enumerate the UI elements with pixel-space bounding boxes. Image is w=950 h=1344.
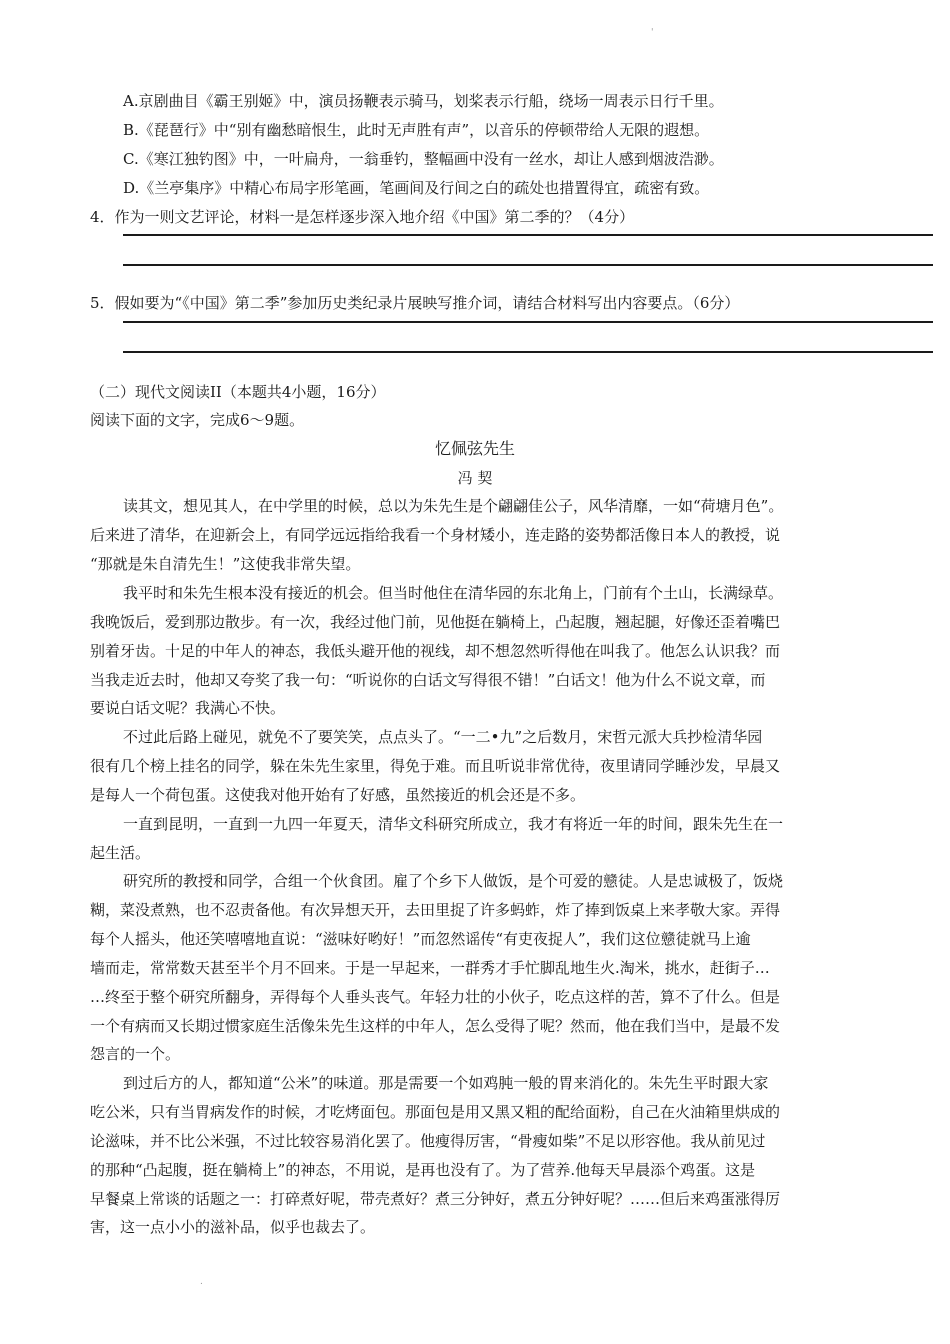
body-line: 读其文，想见其人，在中学里的时候，总以为朱先生是个翩翩佳公子，风华清靡，一如“荷塘月色”。 bbox=[123, 497, 784, 515]
option-d: D.《兰亭集序》中精心布局字形笔画，笔画间及行间之白的疏处也措置得宜，疏密有致。 bbox=[123, 179, 710, 197]
instruction: 阅读下面的文字，完成6～9题。 bbox=[90, 411, 305, 429]
body-line: 当我走近去时，他却又夸奖了我一句：“听说你的白话文写得很不错！”白话文！他为什么不说文章，而 bbox=[90, 671, 766, 689]
body-line: 后来进了清华，在迎新会上，有同学远远指给我看一个身材矮小，连走路的姿势都活像日本人的教授，说 bbox=[90, 526, 781, 544]
body-line: 起生活。 bbox=[90, 844, 151, 862]
body-line: 研究所的教授和同学，合组一个伙食团。雇了个乡下人做饭，是个可爱的戆徒。人是忠诚极了，饭烧 bbox=[123, 872, 784, 890]
body-line: 我平时和朱先生根本没有接近的机会。但当时他住在清华园的东北角上，门前有个土山，长满绿草。 bbox=[123, 584, 784, 602]
body-line: 怨言的一个。 bbox=[90, 1045, 181, 1063]
body-line: 墙而走，常常数天甚至半个月不回来。于是一早起来，一群秀才手忙脚乱地生火.淘米，挑水，赶街子… bbox=[90, 959, 770, 977]
article-author: 冯 契 bbox=[457, 469, 493, 487]
option-a: A.京剧曲目《霸王别姬》中，演员扬鞭表示骑马，划桨表示行船，绕场一周表示日行千里。 bbox=[123, 92, 724, 110]
body-line: 的那种“凸起腹，挺在躺椅上”的神态，不用说，是再也没有了。为了营养.他每天早晨添个鸡蛋。这是 bbox=[90, 1161, 756, 1179]
answer-line-4a bbox=[123, 234, 933, 236]
body-line: 糊，菜没煮熟，也不忍责备他。有次异想天开，去田里捉了许多蚂蚱，炸了捧到饭桌上来孝敬大家。弄得 bbox=[90, 901, 781, 919]
bottom-mark: . bbox=[200, 1277, 203, 1287]
answer-line-4b bbox=[123, 264, 933, 266]
body-line: …终至于整个研究所翻身，弄得每个人垂头丧气。年轻力壮的小伙子，吃点这样的苦，算不了什么。但是 bbox=[90, 988, 781, 1006]
section-title: （二）现代文阅读II（本题共4小题，16分） bbox=[90, 383, 386, 401]
body-line: 我晚饭后，爱到那边散步。有一次，我经过他门前，见他挺在躺椅上，凸起腹，翘起腿，好像还歪着嘴巴 bbox=[90, 613, 781, 631]
body-line: 是每人一个荷包蛋。这使我对他开始有了好感，虽然接近的机会还是不多。 bbox=[90, 786, 586, 804]
question-4: 4．作为一则文艺评论，材料一是怎样逐步深入地介绍《中国》第二季的？（4分） bbox=[90, 208, 635, 226]
answer-line-5b bbox=[123, 351, 933, 353]
article-title: 忆佩弦先生 bbox=[434, 439, 515, 458]
question-5: 5．假如要为“《中国》第二季”参加历史类纪录片展映写推介词，请结合材料写出内容要点。（6分） bbox=[90, 294, 740, 312]
body-line: 要说白话文呢？我满心不快。 bbox=[90, 699, 286, 717]
body-line: 每个人摇头，他还笑嘻嘻地直说：“滋味好哟好！”而忽然谣传“有吏夜捉人”，我们这位戆徒就马上逾 bbox=[90, 930, 751, 948]
body-line: 一直到昆明，一直到一九四一年夏天，清华文科研究所成立，我才有将近一年的时间，跟朱先生在一 bbox=[123, 815, 784, 833]
body-line: 不过此后路上碰见，就免不了要笑笑，点点头了。“一二•九”之后数月，宋哲元派大兵抄检清华园 bbox=[123, 728, 763, 746]
body-line: “那就是朱自清先生！”这使我非常失望。 bbox=[90, 555, 361, 573]
body-line: 早餐桌上常谈的话题之一：打碎煮好呢，带壳煮好？煮三分钟好，煮五分钟好呢？……但后来鸡蛋涨得厉 bbox=[90, 1190, 781, 1208]
body-line: 害，这一点小小的滋补品，似乎也裁去了。 bbox=[90, 1218, 376, 1236]
body-line: 论滋味，并不比公米强，不过比较容易消化罢了。他瘦得厉害，“骨瘦如柴”不足以形容他。我从前见过 bbox=[90, 1132, 766, 1150]
option-c: C.《寒江独钓图》中，一叶扁舟，一翁垂钓，整幅画中没有一丝水，却让人感到烟波浩渺。 bbox=[123, 150, 724, 168]
body-line: 很有几个榜上挂名的同学，躲在朱先生家里，得免于难。而且听说非常优待，夜里请同学睡沙发，早晨又 bbox=[90, 757, 781, 775]
body-line: 别着牙齿。十足的中年人的神态，我低头避开他的视线，却不想忽然听得他在叫我了。他怎么认识我？而 bbox=[90, 642, 781, 660]
top-mark: ' bbox=[651, 28, 654, 38]
body-line: 一个有病而又长期过惯家庭生活像朱先生这样的中年人，怎么受得了呢？然而，他在我们当中，是最不发 bbox=[90, 1017, 781, 1035]
answer-line-5a bbox=[123, 321, 933, 323]
body-line: 到过后方的人，都知道“公米”的味道。那是需要一个如鸡肫一般的胃来消化的。朱先生平时跟大家 bbox=[123, 1074, 769, 1092]
body-line: 吃公米，只有当胃病发作的时候，才吃烤面包。那面包是用又黑又粗的配给面粉，自己在火油箱里烘成的 bbox=[90, 1103, 781, 1121]
option-b: B.《琵琶行》中“别有幽愁暗恨生，此时无声胜有声”，以音乐的停顿带给人无限的遐想。 bbox=[123, 121, 710, 139]
